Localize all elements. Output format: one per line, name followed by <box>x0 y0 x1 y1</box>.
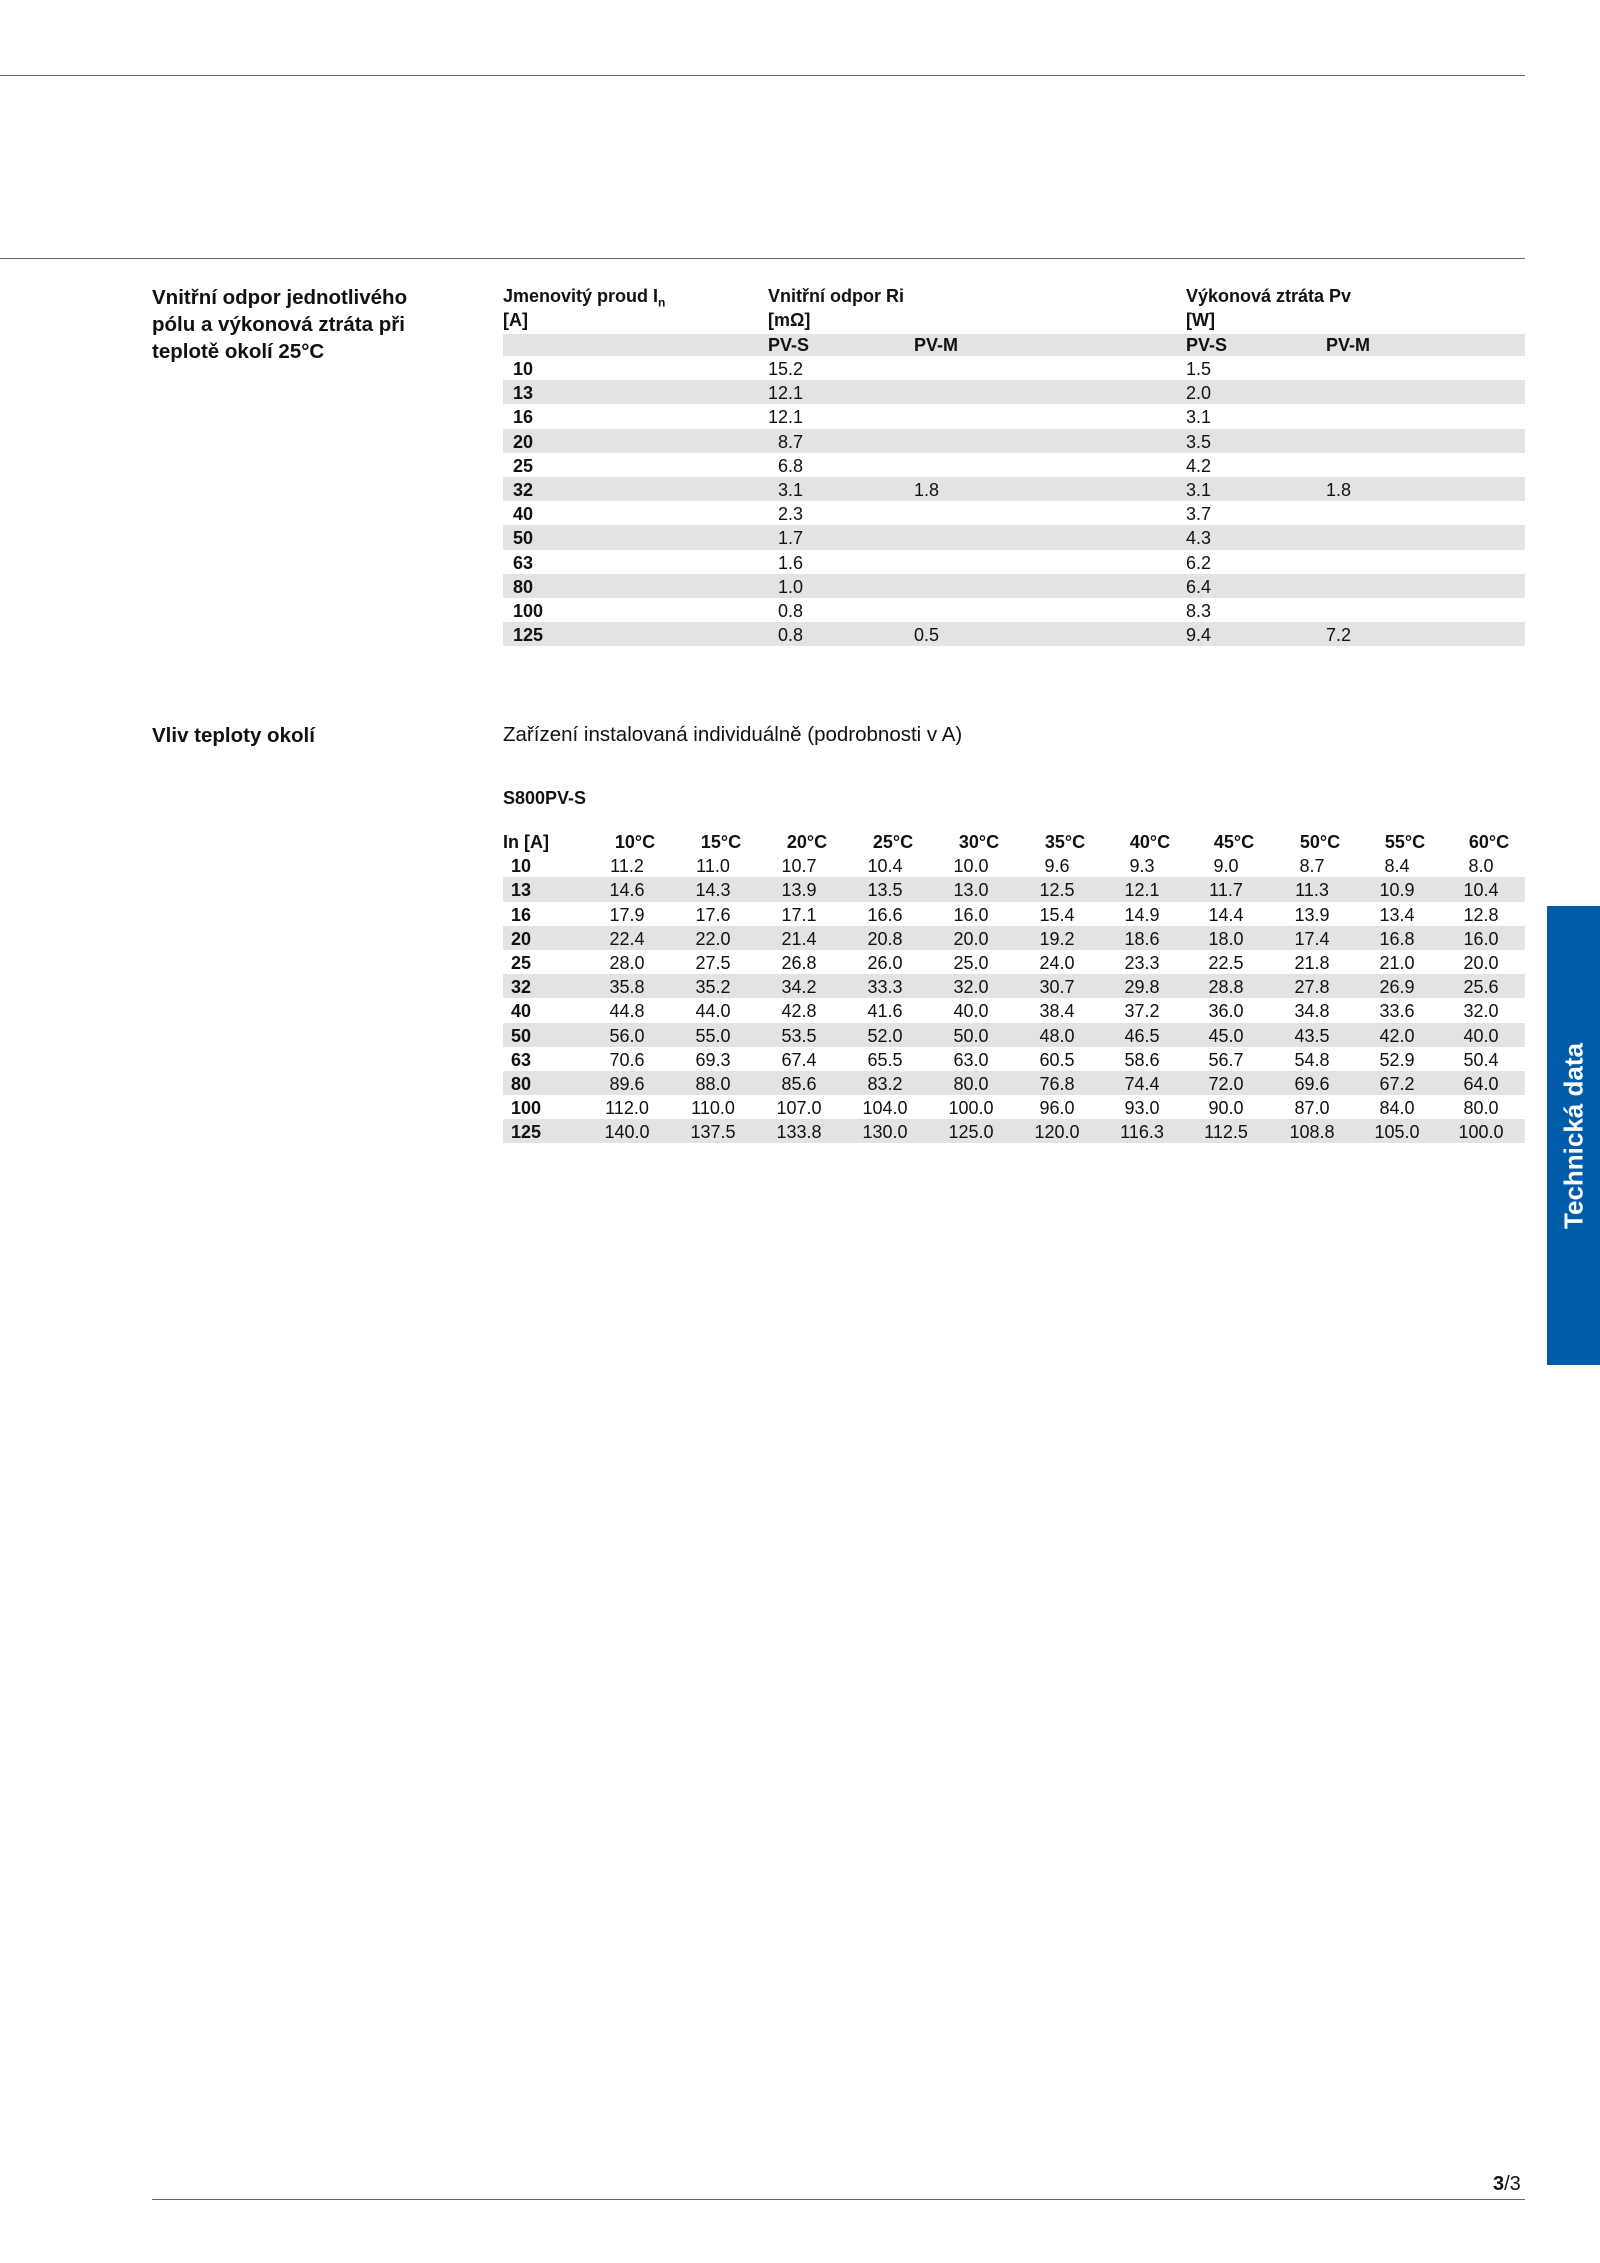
table-cell: 22.4 <box>609 928 645 949</box>
table-subheader-row <box>503 334 1525 356</box>
table-cell: 21.8 <box>1294 952 1330 973</box>
table-cell: 9.3 <box>1129 856 1155 877</box>
table-cell: 17.9 <box>609 904 645 925</box>
table-cell: 2.3 <box>778 504 804 525</box>
table-cell: 9.0 <box>1213 856 1239 877</box>
table-cell: 33.6 <box>1379 1001 1415 1022</box>
table-unit-row <box>503 310 1525 334</box>
table-cell: 133.8 <box>776 1122 822 1143</box>
table-row <box>503 622 1525 646</box>
table-cell: 14.3 <box>695 880 731 901</box>
table-header-cell: 50°C <box>1299 832 1341 852</box>
table-cell: 26.0 <box>867 952 903 973</box>
table-cell: 8.7 <box>778 431 804 452</box>
subheader-ri-pvm: PV-M <box>914 335 959 355</box>
table-row <box>503 926 1525 950</box>
table-header-cell: 20°C <box>786 832 828 852</box>
table-cell: 125 <box>511 1122 542 1143</box>
table-cell: 35.2 <box>695 977 731 998</box>
temperature-table <box>503 829 1525 1143</box>
table-header-cell: 30°C <box>958 832 1000 852</box>
table-cell: 0.5 <box>914 625 940 646</box>
table-cell: 80 <box>511 1073 532 1094</box>
table-cell: 55.0 <box>695 1025 731 1046</box>
table-header-row <box>503 286 1525 310</box>
table-cell: 3.1 <box>1186 407 1212 428</box>
table-cell: 23.3 <box>1124 952 1160 973</box>
table-row <box>503 1095 1525 1119</box>
table-cell: 20.0 <box>1463 952 1499 973</box>
table-cell: 1.7 <box>778 528 804 549</box>
table-cell: 14.4 <box>1208 904 1244 925</box>
table-cell: 16.8 <box>1379 928 1415 949</box>
table-row <box>503 598 1525 622</box>
table-cell: 69.6 <box>1294 1073 1330 1094</box>
table-cell: 83.2 <box>867 1073 903 1094</box>
table-body <box>503 853 1525 1143</box>
table-cell: 140.0 <box>604 1122 650 1143</box>
table-cell: 40 <box>511 1001 532 1022</box>
table-cell: 137.5 <box>690 1122 736 1143</box>
table-cell: 16 <box>513 407 534 428</box>
table-cell: 6.2 <box>1186 552 1212 573</box>
table-cell: 104.0 <box>862 1098 908 1119</box>
table-cell: 63 <box>513 552 534 573</box>
table-cell: 53.5 <box>781 1025 817 1046</box>
table-cell: 28.8 <box>1208 977 1244 998</box>
table-cell: 3.1 <box>1186 479 1212 500</box>
table-cell: 10.0 <box>953 856 989 877</box>
table-cell: 7.2 <box>1326 625 1352 646</box>
table-cell: 17.1 <box>781 904 817 925</box>
table-row <box>503 877 1525 901</box>
table-cell: 37.2 <box>1124 1001 1160 1022</box>
table-cell: 16.0 <box>953 904 989 925</box>
table-cell: 12.1 <box>768 407 804 428</box>
table-cell: 28.0 <box>609 952 645 973</box>
table-header-cell: 15°C <box>700 832 742 852</box>
unit-mohm: [mΩ] <box>768 310 811 330</box>
table-row <box>503 1119 1525 1143</box>
table-cell: 20 <box>511 928 532 949</box>
table-cell: 10.7 <box>781 856 817 877</box>
table-cell: 26.8 <box>781 952 817 973</box>
bottom-rule <box>152 2199 1525 2200</box>
resistance-loss-table <box>503 286 1525 646</box>
table-cell: 40.0 <box>1463 1025 1499 1046</box>
section1-title <box>152 284 407 365</box>
header-power-loss: Výkonová ztráta Pv <box>1186 286 1352 306</box>
table-cell: 13 <box>513 383 534 404</box>
table-row <box>503 853 1525 877</box>
table-cell: 25 <box>513 455 534 476</box>
table-row <box>503 356 1525 380</box>
table-cell: 13.9 <box>1294 904 1330 925</box>
table-cell: 64.0 <box>1463 1073 1499 1094</box>
table-cell: 12.1 <box>768 383 804 404</box>
table-cell: 10.9 <box>1379 880 1415 901</box>
table-cell: 19.2 <box>1039 928 1075 949</box>
table-cell: 20 <box>513 431 534 452</box>
table-row <box>503 453 1525 477</box>
table-cell: 27.5 <box>695 952 731 973</box>
table-row <box>503 525 1525 549</box>
table-cell: 70.6 <box>609 1049 645 1070</box>
table-cell: 10.4 <box>867 856 903 877</box>
table-row <box>503 950 1525 974</box>
table-cell: 24.0 <box>1039 952 1075 973</box>
table-cell: 88.0 <box>695 1073 731 1094</box>
table-cell: 11.3 <box>1295 880 1329 901</box>
table-cell: 1.0 <box>778 576 804 597</box>
table-cell: 32.0 <box>1463 1001 1499 1022</box>
table-cell: 21.0 <box>1379 952 1415 973</box>
table-cell: 100 <box>511 1098 542 1119</box>
table-cell: 9.6 <box>1044 856 1070 877</box>
table-row <box>503 380 1525 404</box>
table-header-cell: 60°C <box>1468 832 1510 852</box>
table-header-cell: 35°C <box>1044 832 1086 852</box>
table-cell: 44.8 <box>609 1001 645 1022</box>
unit-a: [A] <box>503 310 528 330</box>
table-row <box>503 404 1525 428</box>
table-cell: 17.6 <box>695 904 731 925</box>
table-cell: 74.4 <box>1124 1073 1160 1094</box>
table-cell: 9.4 <box>1186 625 1212 646</box>
table-cell: 40 <box>513 504 534 525</box>
table-cell: 4.2 <box>1186 455 1212 476</box>
table-cell: 48.0 <box>1039 1025 1075 1046</box>
table-cell: 76.8 <box>1039 1073 1075 1094</box>
table-cell: 108.8 <box>1289 1122 1335 1143</box>
top-rule <box>0 75 1525 76</box>
table-cell: 1.6 <box>778 552 804 573</box>
table-cell: 93.0 <box>1124 1098 1160 1119</box>
table-cell: 15.4 <box>1039 904 1075 925</box>
table-cell: 25.6 <box>1463 977 1499 998</box>
table-cell: 13.0 <box>953 880 989 901</box>
page-number-current: 3 <box>1493 2173 1505 2195</box>
table-cell: 12.5 <box>1039 880 1075 901</box>
table-header-cell: 55°C <box>1384 832 1426 852</box>
table-cell: 10.4 <box>1463 880 1499 901</box>
table-row <box>503 477 1525 501</box>
table-cell: 11.0 <box>696 856 730 877</box>
table-cell: 13 <box>511 880 532 901</box>
table-cell: 96.0 <box>1039 1098 1075 1119</box>
table-cell: 16.6 <box>867 904 903 925</box>
table-cell: 58.6 <box>1124 1049 1160 1070</box>
table-cell: 45.0 <box>1208 1025 1244 1046</box>
table-cell: 80.0 <box>1463 1098 1499 1119</box>
table-cell: 40.0 <box>953 1001 989 1022</box>
table-cell: 1.8 <box>914 479 940 500</box>
subheader-pv-pvs: PV-S <box>1186 335 1228 355</box>
table-cell: 125 <box>513 625 544 646</box>
table-cell: 50.4 <box>1463 1049 1499 1070</box>
table-cell: 0.8 <box>778 600 804 621</box>
table-cell: 112.5 <box>1204 1122 1248 1143</box>
table-cell: 42.0 <box>1379 1025 1415 1046</box>
table-cell: 3.5 <box>1186 431 1212 452</box>
table-row <box>503 998 1525 1022</box>
table-cell: 29.8 <box>1124 977 1160 998</box>
table-cell: 11.2 <box>610 856 644 877</box>
table-cell: 2.0 <box>1186 383 1212 404</box>
table-cell: 25.0 <box>953 952 989 973</box>
table-cell: 10 <box>511 856 532 877</box>
table-cell: 8.3 <box>1186 600 1212 621</box>
unit-w: [W] <box>1186 310 1215 330</box>
table-cell: 125.0 <box>948 1122 994 1143</box>
table-body <box>503 356 1525 646</box>
table-row <box>503 1023 1525 1047</box>
side-tab[interactable] <box>1547 906 1600 1365</box>
page-number-total: /3 <box>1504 2173 1521 2195</box>
table-cell: 46.5 <box>1124 1025 1160 1046</box>
table-cell: 1.8 <box>1326 479 1352 500</box>
side-tab-label: Technická data <box>1558 1042 1588 1229</box>
section1-title-line: teplotě okolí 25°C <box>152 340 325 363</box>
table-cell: 1.5 <box>1186 359 1212 379</box>
subheader-pv-pvm: PV-M <box>1326 335 1371 355</box>
table-cell: 12.1 <box>1124 880 1160 901</box>
table-cell: 89.6 <box>609 1073 645 1094</box>
table-cell: 110.0 <box>691 1098 735 1119</box>
table-cell: 25 <box>511 952 532 973</box>
table-name: S800PV-S <box>503 788 587 808</box>
table-cell: 15.2 <box>768 359 804 379</box>
table-cell: 32.0 <box>953 977 989 998</box>
table-cell: 10 <box>513 359 534 379</box>
table-cell: 54.8 <box>1294 1049 1330 1070</box>
table-cell: 56.0 <box>609 1025 645 1046</box>
table-cell: 17.4 <box>1294 928 1330 949</box>
header-internal-resistance: Vnitřní odpor Ri <box>768 286 904 306</box>
table-row <box>503 902 1525 926</box>
table-cell: 12.8 <box>1463 904 1499 925</box>
table-cell: 8.0 <box>1468 856 1494 877</box>
table-cell: 32 <box>513 479 534 500</box>
table-cell: 20.8 <box>867 928 903 949</box>
table-cell: 56.7 <box>1208 1049 1244 1070</box>
table-cell: 84.0 <box>1379 1098 1415 1119</box>
section2-title: Vliv teploty okolí <box>152 724 315 747</box>
table-cell: 27.8 <box>1294 977 1330 998</box>
table-cell: 6.8 <box>778 455 804 476</box>
table-cell: 107.0 <box>776 1098 822 1119</box>
table-cell: 18.0 <box>1208 928 1244 949</box>
table-cell: 8.7 <box>1299 856 1325 877</box>
table-header-cell: 10°C <box>614 832 656 852</box>
table-header-row <box>503 829 1525 853</box>
table-cell: 0.8 <box>778 625 804 646</box>
table-cell: 120.0 <box>1034 1122 1080 1143</box>
table-header-cell: In [A] <box>503 832 549 852</box>
table-cell: 44.0 <box>695 1001 731 1022</box>
table-cell: 50 <box>511 1025 532 1046</box>
table-header-cell: 40°C <box>1129 832 1171 852</box>
table-row <box>503 1047 1525 1071</box>
table-cell: 3.1 <box>778 479 804 500</box>
table-cell: 38.4 <box>1039 1001 1075 1022</box>
table-cell: 63.0 <box>953 1049 989 1070</box>
table-cell: 50 <box>513 528 534 549</box>
table-cell: 116.3 <box>1120 1122 1164 1143</box>
table-row <box>503 574 1525 598</box>
section1-title-line: Vnitřní odpor jednotlivého <box>152 286 408 309</box>
table-cell: 67.4 <box>781 1049 817 1070</box>
table-row <box>503 429 1525 453</box>
subheader-ri-pvs: PV-S <box>768 335 810 355</box>
section1-title-line: pólu a výkonová ztráta při <box>152 313 405 336</box>
table-cell: 8.4 <box>1384 856 1410 877</box>
table-cell: 63 <box>511 1049 532 1070</box>
table-cell: 11.7 <box>1209 880 1243 901</box>
table-cell: 22.0 <box>695 928 731 949</box>
table-cell: 41.6 <box>867 1001 903 1022</box>
header-rated-current: Jmenovitý proud $I_n$ <box>503 286 666 310</box>
table-cell: 35.8 <box>609 977 645 998</box>
table-cell: 65.5 <box>867 1049 903 1070</box>
table-row <box>503 550 1525 574</box>
page-number <box>1493 2173 1521 2196</box>
table-cell: 16 <box>511 904 532 925</box>
table-cell: 32 <box>511 977 532 998</box>
table-cell: 52.9 <box>1379 1049 1415 1070</box>
table-cell: 105.0 <box>1374 1122 1420 1143</box>
table-row <box>503 974 1525 998</box>
table-cell: 130.0 <box>862 1122 908 1143</box>
table-cell: 26.9 <box>1379 977 1415 998</box>
table-cell: 80 <box>513 576 534 597</box>
table-cell: 18.6 <box>1124 928 1160 949</box>
section-rule <box>0 258 1525 259</box>
table-cell: 6.4 <box>1186 576 1212 597</box>
table-cell: 34.2 <box>781 977 817 998</box>
table-cell: 100.0 <box>1458 1122 1504 1143</box>
section2-intro: Zařízení instalovaná individuálně (podrobnosti v A) <box>503 723 963 746</box>
table-row <box>503 1071 1525 1095</box>
table-header-cell: 45°C <box>1213 832 1255 852</box>
table-cell: 43.5 <box>1294 1025 1330 1046</box>
table-cell: 4.3 <box>1186 528 1212 549</box>
table-cell: 21.4 <box>781 928 817 949</box>
table-cell: 16.0 <box>1463 928 1499 949</box>
table-cell: 13.5 <box>867 880 903 901</box>
table-cell: 112.0 <box>605 1098 649 1119</box>
table-cell: 22.5 <box>1208 952 1244 973</box>
table-header-cell: 25°C <box>872 832 914 852</box>
table-cell: 100 <box>513 600 544 621</box>
table-cell: 34.8 <box>1294 1001 1330 1022</box>
table-cell: 69.3 <box>695 1049 731 1070</box>
table-cell: 30.7 <box>1039 977 1075 998</box>
table-cell: 72.0 <box>1208 1073 1244 1094</box>
table-cell: 85.6 <box>781 1073 817 1094</box>
table-cell: 14.6 <box>609 880 645 901</box>
table-cell: 80.0 <box>953 1073 989 1094</box>
table-cell: 67.2 <box>1379 1073 1415 1094</box>
table-row <box>503 501 1525 525</box>
table-cell: 13.9 <box>781 880 817 901</box>
table-cell: 33.3 <box>867 977 903 998</box>
table-cell: 87.0 <box>1294 1098 1330 1119</box>
table-cell: 42.8 <box>781 1001 817 1022</box>
table-cell: 3.7 <box>1186 504 1212 525</box>
table-cell: 52.0 <box>867 1025 903 1046</box>
table-cell: 13.4 <box>1379 904 1415 925</box>
table-cell: 36.0 <box>1208 1001 1244 1022</box>
table-cell: 50.0 <box>953 1025 989 1046</box>
table-cell: 90.0 <box>1208 1098 1244 1119</box>
table-cell: 14.9 <box>1124 904 1160 925</box>
table-cell: 60.5 <box>1039 1049 1075 1070</box>
table-cell: 100.0 <box>948 1098 994 1119</box>
table-cell: 20.0 <box>953 928 989 949</box>
